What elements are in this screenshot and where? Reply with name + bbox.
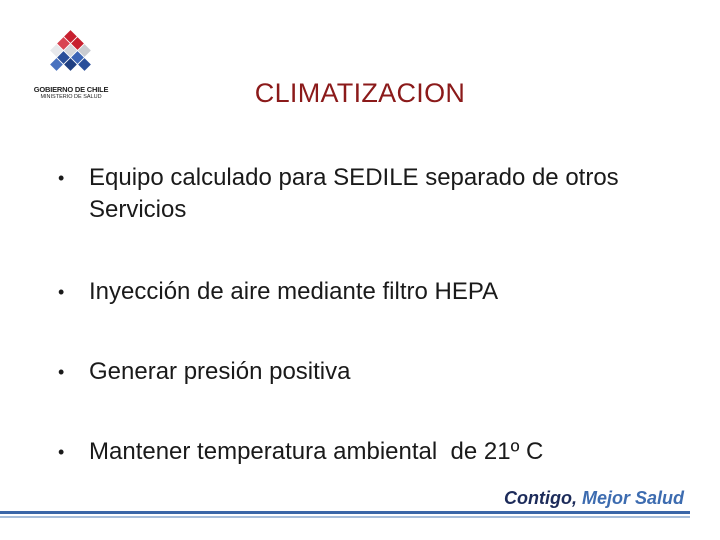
footer-slogan bbox=[504, 488, 684, 509]
bullet-text-3: Generar presión positiva bbox=[89, 358, 351, 385]
bullet-text-4: Mantener temperatura ambiental de 21º C bbox=[89, 438, 544, 465]
bullet-item-2 bbox=[58, 276, 678, 308]
bullet-text-1: Equipo calculado para SEDILE separado de otros Servicios bbox=[89, 164, 619, 223]
logo-line-2: MINISTERIO DE SALUD bbox=[40, 94, 102, 100]
government-logo bbox=[30, 30, 112, 102]
footer-rule-light bbox=[0, 516, 690, 518]
footer-rule-dark bbox=[0, 511, 690, 514]
slogan-part-2: Mejor Salud bbox=[581, 488, 684, 508]
bullet-glyph: • bbox=[58, 168, 65, 188]
bullet-item-3 bbox=[58, 356, 678, 388]
bullet-glyph: • bbox=[58, 442, 65, 462]
logo-line-1: GOBIERNO DE CHILE bbox=[33, 85, 109, 94]
bullet-item-4 bbox=[58, 436, 678, 468]
bullet-text-2: Inyección de aire mediante filtro HEPA bbox=[89, 278, 499, 305]
slogan-part-1: Contigo, bbox=[503, 488, 577, 508]
bullet-item-1 bbox=[58, 162, 678, 226]
bullet-glyph: • bbox=[58, 282, 65, 302]
diamond-emblem-icon bbox=[50, 30, 92, 82]
bullet-glyph: • bbox=[58, 362, 65, 382]
slide-title: CLIMATIZACION bbox=[254, 78, 466, 108]
